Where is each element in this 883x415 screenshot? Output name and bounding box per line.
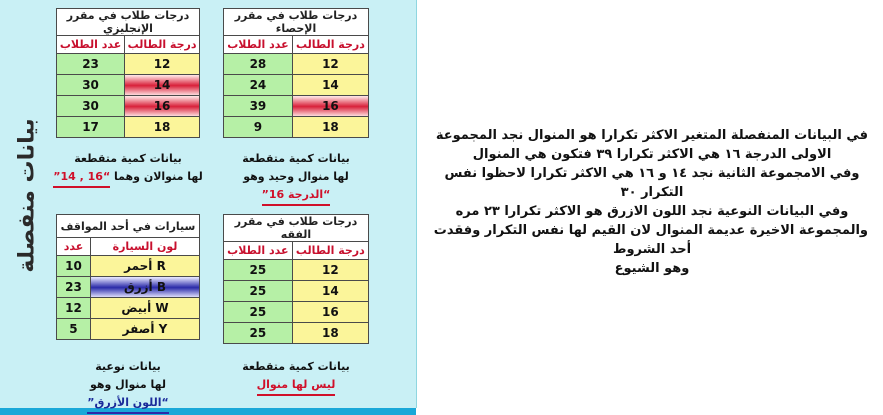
count-cell: 25 bbox=[224, 302, 293, 323]
grade-cell: 18 bbox=[292, 117, 368, 138]
grade-cell: 14 bbox=[292, 281, 368, 302]
color-cell: أبيض W bbox=[90, 298, 199, 319]
grade-cell: 12 bbox=[125, 54, 200, 75]
grade-cell: 14 bbox=[125, 75, 200, 96]
explanation-line: في البيانات المنفصلة المتغير الاكثر تكرارا هو المنوال نجد المجموعة bbox=[435, 128, 868, 143]
column-header: درجة الطالب bbox=[292, 242, 368, 260]
column-header: عدد الطلاب bbox=[224, 36, 293, 54]
count-cell: 5 bbox=[57, 319, 91, 340]
column-header: عدد bbox=[57, 238, 91, 256]
column-header: لون السيارة bbox=[90, 238, 199, 256]
count-cell: 30 bbox=[57, 75, 125, 96]
count-cell: 12 bbox=[57, 298, 91, 319]
grade-cell: 12 bbox=[292, 260, 368, 281]
cars-table bbox=[56, 214, 200, 340]
column-header: درجة الطالب bbox=[292, 36, 368, 54]
count-cell: 25 bbox=[224, 323, 293, 344]
english-label: بيانات كمية متقطعة لها منوالان وهما “16 , 14” bbox=[52, 150, 204, 188]
fiqh-label: بيانات كمية متقطعة ليس لها منوال bbox=[215, 358, 377, 396]
count-cell: 30 bbox=[57, 96, 125, 117]
explanation-text bbox=[433, 126, 868, 278]
count-cell: 39 bbox=[224, 96, 293, 117]
statistics-grades-table bbox=[223, 8, 369, 138]
cars-label: بيانات نوعية لها منوال وهو “اللون الأزرق” bbox=[52, 358, 204, 414]
color-cell: أزرق B bbox=[90, 277, 199, 298]
explanation-line: والمجموعة الاخيرة عديمة المنوال لان القيم لها نفس التكرار وفقدت bbox=[433, 223, 868, 238]
grade-cell: 14 bbox=[292, 75, 368, 96]
color-cell: أصفر Y bbox=[90, 319, 199, 340]
column-header: عدد الطلاب bbox=[57, 36, 125, 54]
explanation-line: وفي البيانات النوعية نجد اللون الازرق هو الاكثر تكرارا ٢٣ مره bbox=[455, 204, 849, 219]
table-caption: درجات طلاب في مقرر الإحصاء bbox=[224, 9, 369, 36]
explanation-line: التكرار ٣٠ bbox=[620, 185, 684, 200]
statistics-label: بيانات كمية متقطعة لها منوال وحيد وهو “الدرجة 16” bbox=[215, 150, 377, 206]
count-cell: 10 bbox=[57, 256, 91, 277]
english-grades-table bbox=[56, 8, 200, 138]
column-header: عدد الطلاب bbox=[224, 242, 293, 260]
explanation-line: الاولى الدرجة ١٦ هي الاكثر تكرارا ٣٩ فتكون هي المنوال bbox=[472, 147, 832, 162]
grade-cell: 16 bbox=[292, 302, 368, 323]
count-cell: 25 bbox=[224, 281, 293, 302]
grade-cell: 16 bbox=[292, 96, 368, 117]
explanation-line: أحد الشروط bbox=[612, 242, 692, 257]
count-cell: 24 bbox=[224, 75, 293, 96]
count-cell: 28 bbox=[224, 54, 293, 75]
count-cell: 25 bbox=[224, 260, 293, 281]
fiqh-grades-table bbox=[223, 214, 369, 344]
explanation-line: وهو الشيوع bbox=[614, 261, 690, 276]
vertical-title: بيانات منفصلة bbox=[14, 117, 40, 273]
count-cell: 23 bbox=[57, 54, 125, 75]
table-caption: سيارات في أحد المواقف bbox=[57, 215, 200, 238]
grade-cell: 12 bbox=[292, 54, 368, 75]
count-cell: 17 bbox=[57, 117, 125, 138]
count-cell: 23 bbox=[57, 277, 91, 298]
column-header: درجة الطالب bbox=[125, 36, 200, 54]
explanation-line: وفي الامجموعة الثانية نجد ١٤ و ١٦ هي الاكثر تكرارا لاحظوا نفس bbox=[444, 166, 860, 181]
color-cell: أحمر R bbox=[90, 256, 199, 277]
table-caption: درجات طلاب في مقرر الإنجليزي bbox=[57, 9, 200, 36]
grade-cell: 18 bbox=[292, 323, 368, 344]
count-cell: 9 bbox=[224, 117, 293, 138]
grade-cell: 18 bbox=[125, 117, 200, 138]
grade-cell: 16 bbox=[125, 96, 200, 117]
table-caption: درجات طلاب في مقرر الفقه bbox=[224, 215, 369, 242]
